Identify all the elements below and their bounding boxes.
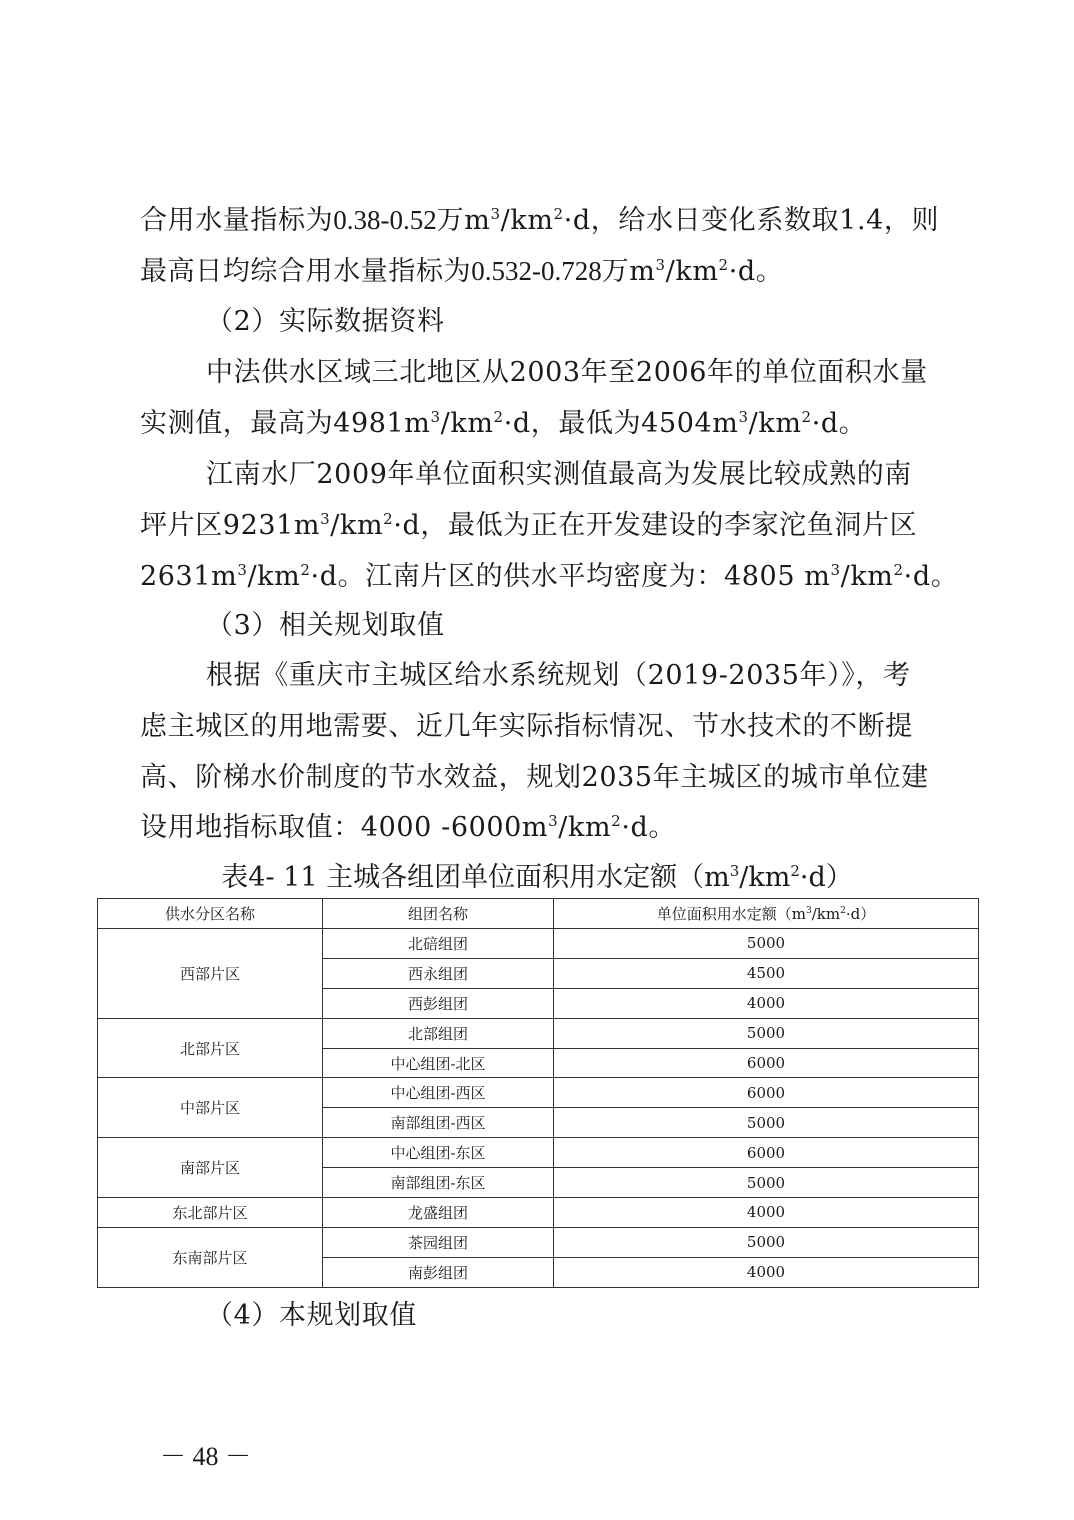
quota-cell: 4500	[554, 958, 979, 988]
quota-cell: 5000	[554, 929, 979, 959]
paragraph-line: $2631m^3/km^2\cdot d$。江南片区的供水平均密度为：4805 $m^3/km^2\cdot d$。	[140, 561, 959, 592]
paragraph-line: 实测值，最高为$4981m^3/km^2\cdot d$，最低为$4504m^3/km^2\cdot d$。	[140, 408, 867, 439]
table-caption: 表4- 11 主城各组团单位面积用水定额$(m^3/km^2\cdot d)$	[221, 862, 853, 893]
quota-cell: 5000	[554, 1108, 979, 1138]
section-heading: （4）本规划取值	[206, 1300, 417, 1331]
group-cell: 茶园组团	[323, 1227, 554, 1257]
table-header-row	[98, 899, 979, 929]
zone-cell: 东南部片区	[98, 1227, 323, 1287]
table-row	[98, 929, 979, 959]
group-cell: 西永组团	[323, 958, 554, 988]
section-heading: （3）相关规划取值	[206, 610, 445, 641]
water-quota-table	[97, 898, 979, 1288]
paragraph-line: 江南水厂2009年单位面积实测值最高为发展比较成熟的南	[206, 459, 912, 490]
zone-cell: 中部片区	[98, 1078, 323, 1138]
header-quota: 单位面积用水定额$(m^3/km^2\cdot d)$	[554, 899, 979, 929]
zone-cell: 东北部片区	[98, 1198, 323, 1228]
page-number: － 48 －	[160, 1442, 252, 1471]
paragraph-line: 最高日均综合用水量指标为0.532-0.728万$m^3/km^2\cdot d$。	[140, 256, 784, 287]
quota-cell: 6000	[554, 1138, 979, 1168]
paragraph-line: 根据《重庆市主城区给水系统规划（2019-2035年）》，考	[206, 660, 911, 691]
paragraph-line: 中法供水区域三北地区从2003年至2006年的单位面积水量	[206, 357, 928, 388]
group-cell: 南部组团-西区	[323, 1108, 554, 1138]
zone-cell: 南部片区	[98, 1138, 323, 1198]
paragraph-line: 虑主城区的用地需要、近几年实际指标情况、节水技术的不断提	[140, 711, 913, 742]
table-row	[98, 1138, 979, 1168]
table-row	[98, 1198, 979, 1228]
quota-cell: 6000	[554, 1078, 979, 1108]
table-row	[98, 1078, 979, 1108]
group-cell: 中心组团-西区	[323, 1078, 554, 1108]
group-cell: 中心组团-东区	[323, 1138, 554, 1168]
paragraph-line: 高、阶梯水价制度的节水效益，规划2035年主城区的城市单位建	[140, 762, 929, 793]
group-cell: 南部组团-东区	[323, 1168, 554, 1198]
section-heading: （2）实际数据资料	[206, 306, 445, 337]
group-cell: 南彭组团	[323, 1257, 554, 1287]
header-group: 组团名称	[323, 899, 554, 929]
paragraph-line: 合用水量指标为0.38-0.52万$m^3/km^2\cdot d$，给水日变化系数取1.4，则	[140, 205, 940, 236]
quota-cell: 4000	[554, 1198, 979, 1228]
group-cell: 龙盛组团	[323, 1198, 554, 1228]
table-row	[98, 1227, 979, 1257]
zone-cell: 北部片区	[98, 1018, 323, 1078]
quota-cell: 6000	[554, 1048, 979, 1078]
quota-cell: 4000	[554, 988, 979, 1018]
quota-cell: 5000	[554, 1168, 979, 1198]
group-cell: 中心组团-北区	[323, 1048, 554, 1078]
group-cell: 北碚组团	[323, 929, 554, 959]
paragraph-line: 设用地指标取值：4000 $-6000m^3/km^2\cdot d$。	[140, 812, 676, 843]
group-cell: 北部组团	[323, 1018, 554, 1048]
quota-cell: 5000	[554, 1227, 979, 1257]
quota-cell: 5000	[554, 1018, 979, 1048]
paragraph-line: 坪片区$9231m^3/km^2\cdot d$，最低为正在开发建设的李家沱鱼洞片区	[140, 510, 918, 541]
quota-cell: 4000	[554, 1257, 979, 1287]
table-row	[98, 1018, 979, 1048]
group-cell: 西彭组团	[323, 988, 554, 1018]
zone-cell: 西部片区	[98, 929, 323, 1019]
header-zone: 供水分区名称	[98, 899, 323, 929]
